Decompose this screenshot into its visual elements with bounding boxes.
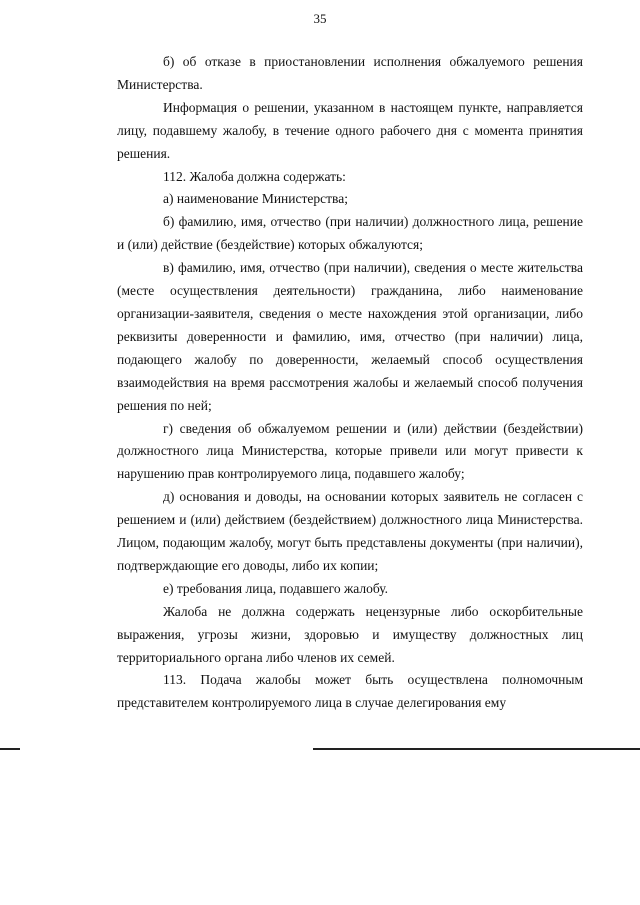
paragraph-112-b: б) фамилию, имя, отчество (при наличии) должностного лица, решение и (или) действие (бездействие) которых обжалуются;	[117, 214, 583, 253]
paragraph-112-e: е) требования лица, подавшего жалобу.	[163, 580, 389, 596]
paragraph-content-restrictions: Жалоба не должна содержать нецензурные либо оскорбительные выражения, угрозы жизни, здоровью и имуществу должностных лиц территориального органа либо членов их семей.	[117, 603, 583, 665]
paragraph-refusal-suspension: б) об отказе в приостановлении исполнения обжалуемого решения Министерства.	[117, 54, 583, 92]
paragraph-decision-notice: Информация о решении, указанном в настоящем пункте, направляется лицу, подавшему жалобу, в течение одного рабочего дня с момента принятия решения.	[117, 99, 583, 161]
paragraph-112-v: в) фамилию, имя, отчество (при наличии), сведения о месте жительства (месте осуществления деятельности) гражданина, либо наименование организации-заявителя, сведения о месте нахождения этой организации, либо реквизиты доверенности и фамилию, имя, отчество (при наличии) лица, подающего жалобу по доверенности, желаемый способ осуществления взаимодействия на время рассмотрения жалобы и желаемый способ получения решения по ней;	[117, 260, 583, 413]
paragraph-112-g: г) сведения об обжалуемом решении и (или) действии (бездействии) должностного лица Министерства, которые привели или могут привести к нарушению прав контролируемого лица, подавшего жалобу;	[117, 420, 583, 482]
page-edge-line-right	[313, 748, 640, 750]
page-number: 35	[313, 11, 327, 26]
paragraph-113: 113. Подача жалобы может быть осуществлена полномочным представителем контролируемого лица в случае делегирования ему	[117, 672, 583, 711]
page-edge-line-left	[0, 748, 20, 750]
paragraph-112-heading: 112. Жалоба должна содержать:	[163, 168, 346, 184]
paragraph-112-d: д) основания и доводы, на основании которых заявитель не согласен с решением и (или) действием (бездействием) должностного лица Министерства. Лицом, подающим жалобу, могут быть представлены документы (при наличии), подтверждающие его доводы, либо их копии;	[117, 489, 583, 573]
paragraph-112-a: а) наименование Министерства;	[163, 191, 348, 207]
document-body	[117, 51, 583, 715]
